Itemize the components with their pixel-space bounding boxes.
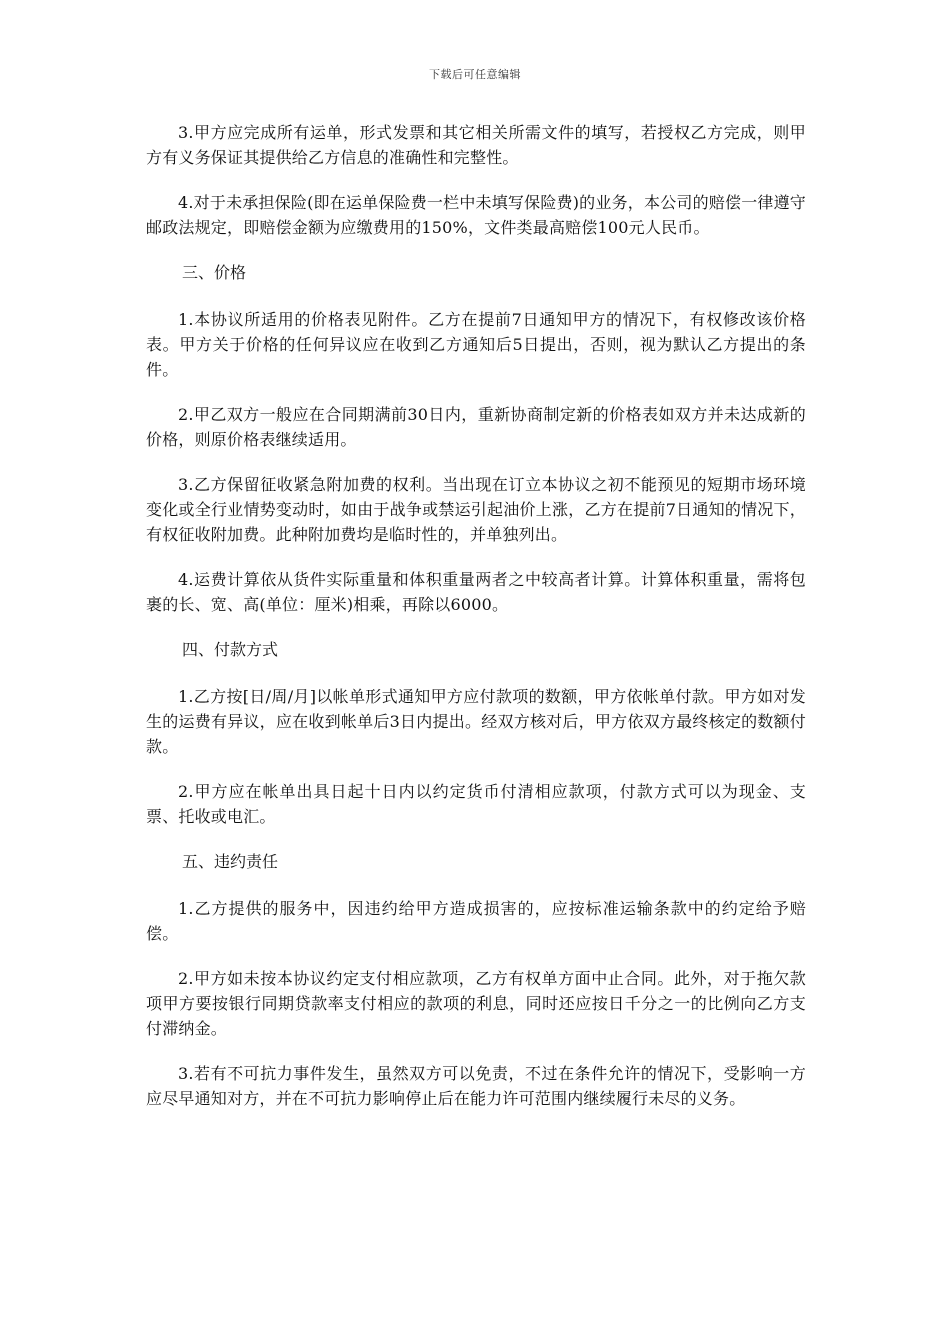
document-body	[146, 120, 806, 1131]
paragraph-clause-3-2: 2.甲乙双方一般应在合同期满前30日内，重新协商制定新的价格表如双方并未达成新的价格，则原价格表继续适用。	[146, 405, 806, 449]
paragraph-clause-3-1: 1.本协议所适用的价格表见附件。乙方在提前7日通知甲方的情况下，有权修改该价格表。甲方关于价格的任何异议应在收到乙方通知后5日提出，否则，视为默认乙方提出的条件。	[146, 310, 806, 379]
paragraph-clause-4-2: 2.甲方应在帐单出具日起十日内以约定货币付清相应款项，付款方式可以为现金、支票、托收或电汇。	[146, 782, 806, 826]
paragraph-clause-3-3: 3.乙方保留征收紧急附加费的权利。当出现在订立本协议之初不能预见的短期市场环境变化或全行业情势变动时，如由于战争或禁运引起油价上涨，乙方在提前7日通知的情况下，有权征收附加费。此种附加费均是临时性的，并单独列出。	[146, 475, 806, 544]
page-header: 下载后可任意编辑	[429, 68, 521, 81]
section-heading-liability: 五、违约责任	[182, 852, 279, 871]
section-heading-price: 三、价格	[182, 263, 247, 282]
paragraph-clause-5-2: 2.甲方如未按本协议约定支付相应款项，乙方有权单方面中止合同。此外，对于拖欠款项甲方要按银行同期贷款率支付相应的款项的利息，同时还应按日千分之一的比例向乙方支付滞纳金。	[146, 969, 806, 1038]
paragraph-clause-2-3: 3.甲方应完成所有运单，形式发票和其它相关所需文件的填写，若授权乙方完成，则甲方有义务保证其提供给乙方信息的准确性和完整性。	[146, 123, 806, 167]
paragraph-clause-5-1: 1.乙方提供的服务中，因违约给甲方造成损害的，应按标准运输条款中的约定给予赔偿。	[146, 899, 806, 943]
paragraph-clause-4-1: 1.乙方按[日/周/月]以帐单形式通知甲方应付款项的数额，甲方依帐单付款。甲方如对发生的运费有异议，应在收到帐单后3日内提出。经双方核对后，甲方依双方最终核定的数额付款。	[146, 687, 806, 756]
paragraph-clause-2-4: 4.对于未承担保险(即在运单保险费一栏中未填写保险费)的业务，本公司的赔偿一律遵守邮政法规定，即赔偿金额为应缴费用的150%，文件类最高赔偿100元人民币。	[146, 193, 806, 237]
section-heading-payment: 四、付款方式	[182, 640, 279, 659]
paragraph-clause-3-4: 4.运费计算依从货件实际重量和体积重量两者之中较高者计算。计算体积重量，需将包裹的长、宽、高(单位：厘米)相乘，再除以6000。	[146, 570, 806, 614]
paragraph-clause-5-3: 3.若有不可抗力事件发生，虽然双方可以免责，不过在条件允许的情况下，受影响一方应尽早通知对方，并在不可抗力影响停止后在能力许可范围内继续履行未尽的义务。	[146, 1064, 806, 1108]
